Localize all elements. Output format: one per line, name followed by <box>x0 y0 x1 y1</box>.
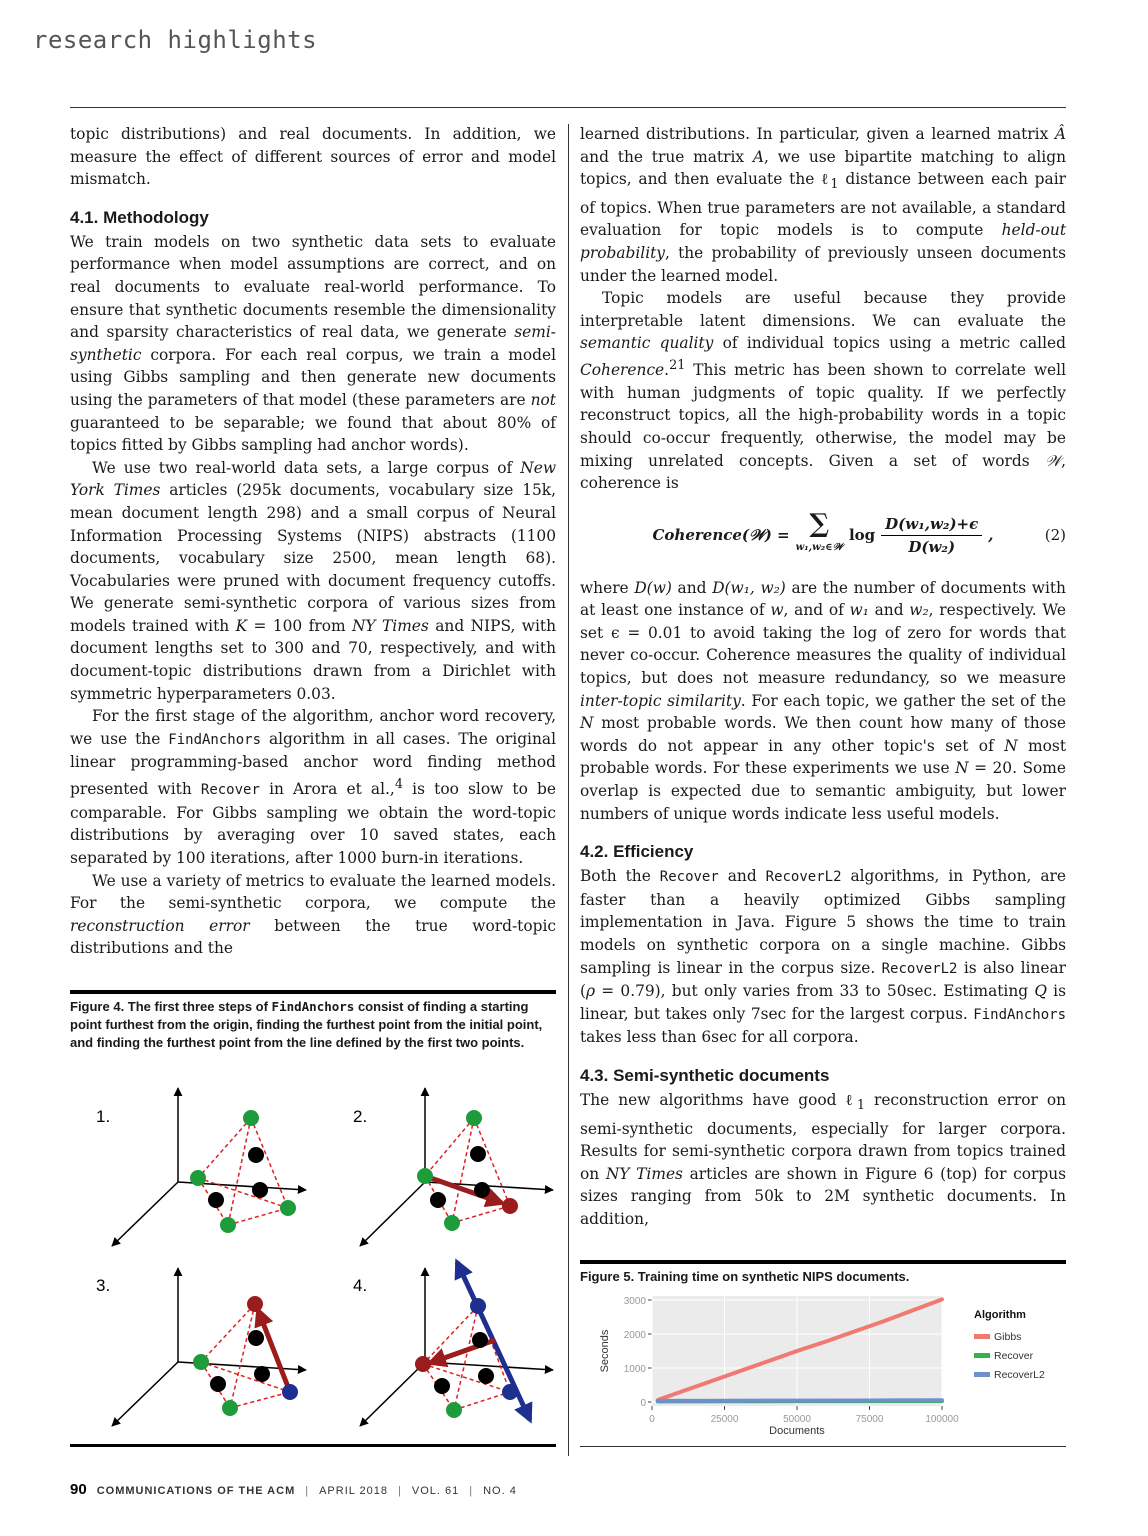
figure4-bottom-rule <box>70 1444 556 1447</box>
x-axis-label: Documents <box>769 1425 825 1437</box>
equation-lhs: Coherence(𝒲) = <box>652 526 790 545</box>
page-number: 90 <box>70 1481 87 1498</box>
issue-date: APRIL 2018 <box>319 1485 389 1497</box>
figure4-diagram <box>70 1080 556 1435</box>
panel-label-3: 3. <box>96 1276 111 1295</box>
legend-swatch-gibbs <box>974 1334 990 1339</box>
methodology-paragraph-3: For the first stage of the algorithm, anchor word recovery, we use the FindAnchors algorithm in all cases. The original linear programming-based anchor word finding method presented with Recover in Arora et al.,$^4$ is too slow to be comparable. For Gibbs sampling we obtain the word-topic distributions by averaging over 10 saved states, each separated by 100 iterations, after 1000 burn-in iterations. <box>70 707 556 867</box>
x-tick-label: 0 <box>649 1414 655 1425</box>
legend-swatch-recover <box>974 1353 990 1358</box>
coherence-equation: Coherence(𝒲) = ∑ w₁,w₂∈𝒲 log $\frac{\text{D(w₁,w₂)+ϵ}}{\text{D(w₂)}}$ , (2) <box>580 501 1066 571</box>
figure4-top-rule <box>70 990 556 994</box>
y-tick-label: 2000 <box>623 1330 646 1341</box>
figure4-panel-2 <box>353 1088 553 1246</box>
coherence-paragraph: Topic models are useful because they provide interpretable latent dimensions. We can evaluate the semantic quality of individual topics using a metric called Coherence.$^{21}$ This metric has been shown to correlate well with human judgments of topic quality. If we perfectly reconstruct topics, all the high-probability words in a topic should co-occur frequently, otherwise, the model may be mixing unrelated concepts. Given a set of words 𝒲, coherence is <box>580 289 1066 493</box>
figure4-caption: Figure 4. The first three steps of FindAnchors consist of finding a starting point furthest from the origin, finding the furthest point from the initial point, and finding the furthest point from the line defined by the first two points. <box>70 999 543 1050</box>
x-tick-label: 75000 <box>855 1414 884 1425</box>
right-column <box>580 123 1066 1231</box>
left-column <box>70 123 556 960</box>
legend-label-recoverl2: RecoverL2 <box>994 1369 1045 1381</box>
figure4-panel-3 <box>96 1268 306 1426</box>
figure4-panel-1 <box>96 1088 306 1246</box>
y-axis-label: Seconds <box>599 1329 611 1373</box>
y-tick-label: 0 <box>640 1398 646 1409</box>
legend-label-recover: Recover <box>994 1350 1034 1362</box>
equation-number: (2) <box>1044 526 1066 545</box>
series-line-recoverl2 <box>658 1400 942 1401</box>
figure4-panel-4 <box>353 1262 553 1426</box>
x-tick-label: 100000 <box>925 1414 959 1425</box>
methodology-paragraph-2: We use two real-world data sets, a large corpus of New York Times articles (295k documents, vocabulary size 15k, mean document length 298) and a small corpus of Neural Information Processing Systems (NIPS) abstracts (1100 documents, vocabulary size 2500, mean length 68). Vocabularies were pruned with document frequency cutoffs. We generate semi-synthetic corpora of various sizes from models trained with K = 100 from NY Times and NIPS, with document lengths set to 300 and 70, respectively, and with document-topic distributions drawn from a Dirichlet with symmetric hyperparameters 0.03. <box>70 458 557 703</box>
similarity-paragraph: where D(w) and D(w₁, w₂) are the number of documents with at least one instance of w, and of w₁ and w₂, respectively. We set ϵ = 0.01 to avoid taking the log of zero for words that never co-occur. Coherence measures the quality of individual topics, but does not measure redundancy, so we measure inter-topic similarity. For each topic, we gather the set of the N most probable words. We then count how many of those words do not appear in any other topic's set of N most probable words. For these experiments we use N = 20. Some overlap is expected due to semantic ambiguity, but lower numbers of unique words indicate less useful models. <box>580 578 1067 823</box>
intro-paragraph: topic distributions) and real documents. In addition, we measure the effect of different sources of error and model mismatch. <box>70 125 556 189</box>
heading-efficiency: 4.2. Efficiency <box>580 842 694 862</box>
y-tick-label: 1000 <box>623 1364 646 1375</box>
section-label: research highlights <box>33 26 318 54</box>
evaluation-paragraph: learned distributions. In particular, given a learned matrix Â and the true matrix A, we use bipartite matching to align topics, and then evaluate the ℓ$_1$ distance between each pair of topics. When true parameters are not available, a standard evaluation for topic models is to compute held-out probability, the probability of previously unseen documents under the learned model. <box>580 125 1066 285</box>
heading-methodology: 4.1. Methodology <box>70 207 209 227</box>
figure5-caption: Figure 5. Training time on synthetic NIPS documents. <box>580 1269 910 1284</box>
top-rule <box>70 107 1066 108</box>
panel-label-1: 1. <box>96 1107 111 1126</box>
methodology-paragraph-1: We train models on two synthetic data sets to evaluate performance when model assumptions are correct, and on real documents to evaluate real-world performance. To ensure that synthetic documents resemble the dimensionality and sparsity characteristics of real data, we generate semi-synthetic corpora. For each real corpus, we train a model using Gibbs sampling and then generate new documents using the parameters of that model (these parameters are not guaranteed to be separable; we found that about 80% of topics fitted by Gibbs sampling had anchor words). <box>70 232 556 455</box>
citation-ref: 21 <box>669 358 686 374</box>
issue-volume: VOL. 61 <box>411 1485 460 1497</box>
y-tick-label: 3000 <box>623 1296 646 1307</box>
equation-log: log <box>848 526 876 545</box>
page-footer: 90 COMMUNICATIONS OF THE ACM | APRIL 2018 | VOL. 61 | NO. 4 <box>70 1481 517 1498</box>
semisynthetic-paragraph: The new algorithms have good ℓ$_1$ reconstruction error on semi-synthetic documents, especially for larger corpora. Results for semi-synthetic corpora drawn from topics trained on NY Times articles are shown in Figure 6 (top) for corpus sizes ranging from 50k to 2M synthetic documents. In addition, <box>580 1090 1066 1229</box>
issue-number: NO. 4 <box>483 1485 517 1497</box>
panel-label-4: 4. <box>353 1276 368 1295</box>
panel-label-2: 2. <box>353 1107 368 1126</box>
figure5-top-rule <box>580 1260 1066 1264</box>
column-divider <box>568 124 569 1456</box>
legend-title: Algorithm <box>974 1309 1026 1321</box>
efficiency-paragraph: Both the Recover and RecoverL2 algorithms, in Python, are faster than a heavily optimized Gibbs sampling implementation in Java. Figure 5 shows the time to train models on synthetic corpora on a single machine. Gibbs sampling is linear in the corpus size. RecoverL2 is also linear (ρ = 0.79), but only varies from 33 to 50sec. Estimating Q is linear, but takes only 7sec for the largest corpus. FindAnchors takes less than 6sec for all corpora. <box>580 867 1066 1047</box>
equation-sum: ∑ w₁,w₂∈𝒲 <box>795 509 843 554</box>
equation-fraction: $\frac{\text{D(w₁,w₂)+ϵ}}{\text{D(w₂)}}$ <box>881 513 982 559</box>
legend-swatch-recoverl2 <box>974 1372 990 1377</box>
right-bottom-rule <box>580 1446 1066 1447</box>
magazine-name: COMMUNICATIONS OF THE ACM <box>96 1485 296 1497</box>
legend-label-gibbs: Gibbs <box>994 1331 1022 1343</box>
x-tick-label: 50000 <box>783 1414 811 1425</box>
citation-ref: 4 <box>394 777 403 793</box>
figure5-chart <box>580 1292 1066 1437</box>
heading-semisynthetic: 4.3. Semi-synthetic documents <box>580 1065 830 1085</box>
methodology-paragraph-4: We use a variety of metrics to evaluate the learned models. For the semi-synthetic corpora, we compute the reconstruction error between the true word-topic distributions and the <box>70 871 556 958</box>
x-tick-label: 25000 <box>710 1414 739 1425</box>
